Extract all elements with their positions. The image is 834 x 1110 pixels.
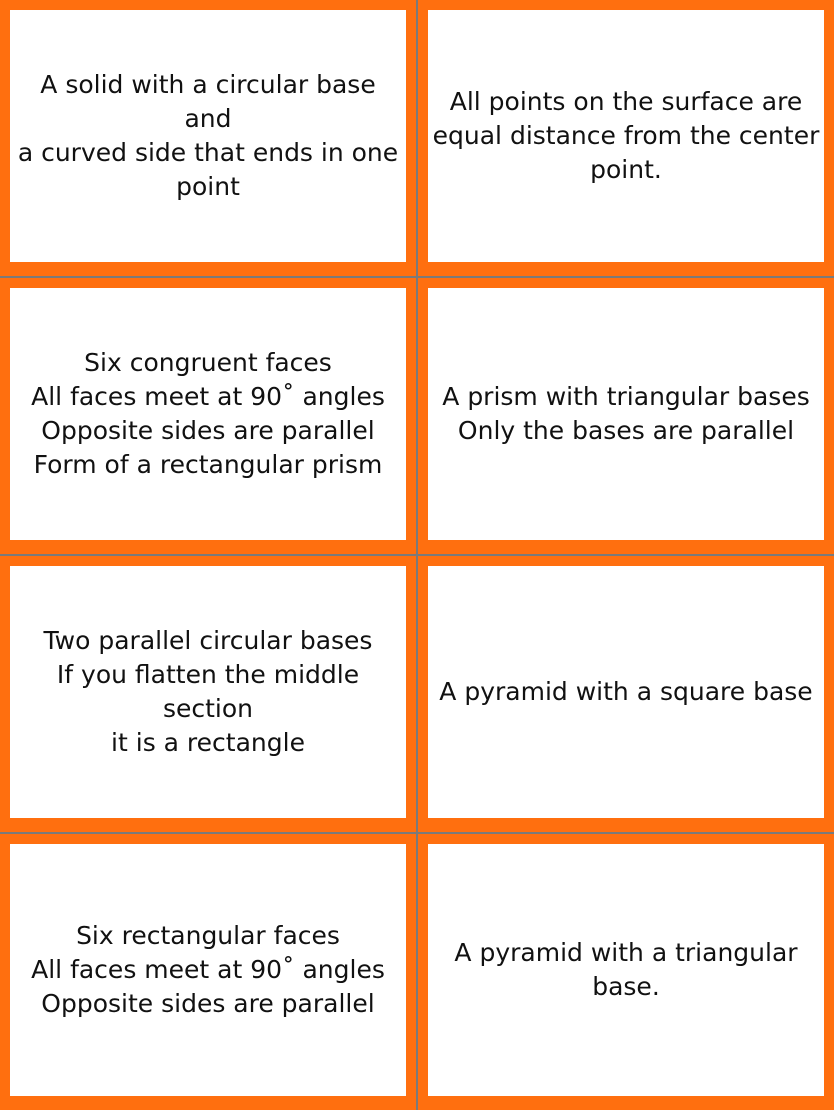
card-text: Six congruent faces All faces meet at 90˚ angles Opposite sides are parallel Form of a rectangular prism xyxy=(31,348,385,479)
card-sphere-description xyxy=(418,0,834,276)
card-text: A pyramid with a square base xyxy=(439,677,813,706)
card-text: A solid with a circular base and a curved side that ends in one point xyxy=(17,70,399,201)
card-cone-description xyxy=(0,0,416,276)
card-triangular-pyramid-description xyxy=(418,834,834,1110)
card-text: A pyramid with a triangular base. xyxy=(454,938,798,1001)
card-rectangular-prism-description xyxy=(0,834,416,1110)
card-triangular-prism-description xyxy=(418,278,834,554)
card-text: All points on the surface are equal distance from the center point. xyxy=(432,87,820,184)
card-cylinder-description xyxy=(0,556,416,832)
card-text: Two parallel circular bases If you flatten the middle section it is a rectangle xyxy=(43,626,373,757)
card-text: Six rectangular faces All faces meet at 90˚ angles Opposite sides are parallel xyxy=(31,921,385,1018)
card-square-pyramid-description xyxy=(418,556,834,832)
card-cube-description xyxy=(0,278,416,554)
card-text: A prism with triangular bases Only the bases are parallel xyxy=(442,382,810,445)
